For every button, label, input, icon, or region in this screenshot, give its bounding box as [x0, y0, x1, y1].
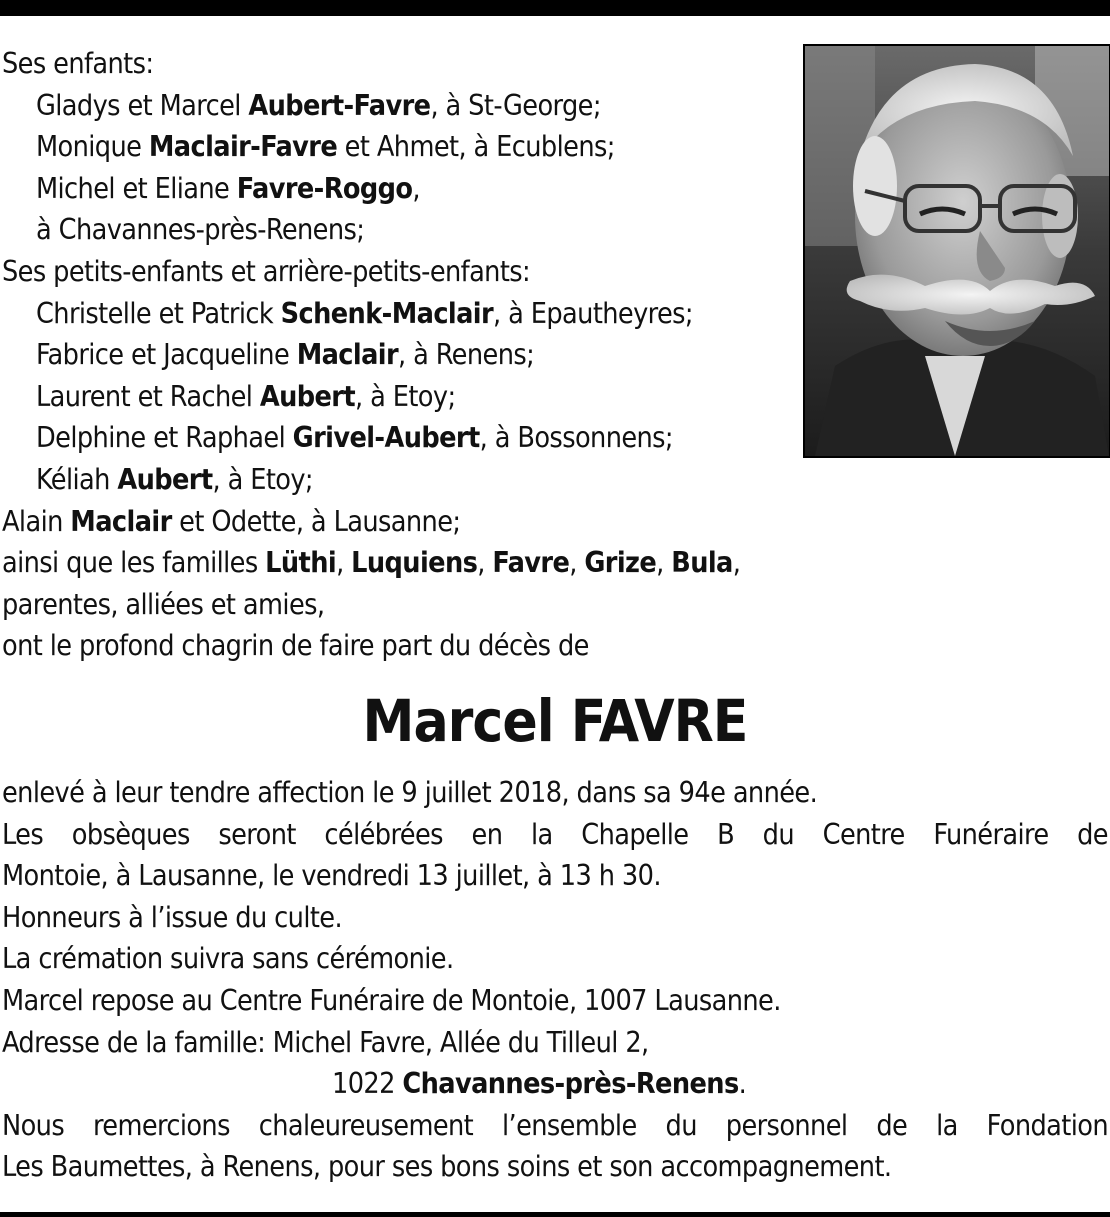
bottom-rule	[0, 1212, 1110, 1217]
family-surname: Grivel-Aubert	[292, 421, 480, 455]
grandchildren-heading: Ses petits-enfants et arrière-petits-enfants:	[2, 254, 531, 288]
family-line: Alain Maclair et Odette, à Lausanne;	[2, 504, 461, 538]
thanks-line: Nous remercions chaleureusement l’ensemble du personnel de la Fondation	[2, 1108, 1108, 1142]
family-line: Laurent et Rachel Aubert, à Etoy;	[36, 379, 456, 413]
family-address-city: 1022 Chavannes-près-Renens.	[332, 1067, 747, 1101]
announcement-line: ont le profond chagrin de faire part du décès de	[2, 629, 589, 663]
family-surname: Schenk-Maclair	[280, 296, 494, 330]
family-surname: Lüthi	[265, 546, 337, 580]
portrait-image	[805, 46, 1109, 456]
family-line: Michel et Eliane Favre-Roggo,	[36, 171, 420, 205]
family-line: Delphine et Raphael Grivel-Aubert, à Bossonnens;	[36, 421, 673, 455]
families-line: ainsi que les familles Lüthi, Luquiens, Favre, Grize, Bula,	[2, 546, 741, 580]
family-list	[2, 43, 740, 667]
portrait-photo	[803, 44, 1110, 458]
funeral-details	[2, 772, 1108, 1188]
top-rule	[0, 0, 1110, 16]
family-address-line: Adresse de la famille: Michel Favre, Allée du Tilleul 2,	[2, 1025, 649, 1059]
detail-line: La crémation suivra sans cérémonie.	[2, 942, 454, 976]
detail-line: Marcel repose au Centre Funéraire de Montoie, 1007 Lausanne.	[2, 983, 781, 1017]
family-surname: Favre	[492, 546, 570, 580]
children-heading: Ses enfants:	[2, 47, 154, 80]
family-line: Christelle et Patrick Schenk-Maclair, à Epautheyres;	[36, 296, 693, 330]
family-surname: Grize	[584, 546, 657, 580]
family-surname: Maclair-Favre	[148, 130, 338, 164]
family-surname: Favre-Roggo	[236, 171, 413, 205]
family-line: Kéliah Aubert, à Etoy;	[36, 462, 313, 496]
family-surname: Aubert-Favre	[248, 88, 431, 122]
family-line: Monique Maclair-Favre et Ahmet, à Ecublens;	[36, 130, 615, 164]
detail-line: Honneurs à l’issue du culte.	[2, 900, 343, 934]
family-surname: Bula	[671, 546, 733, 580]
family-surname: Maclair	[296, 338, 399, 372]
family-surname: Aubert	[259, 379, 356, 413]
family-surname: Luquiens	[351, 546, 478, 580]
family-line: Gladys et Marcel Aubert-Favre, à St-George;	[36, 88, 601, 122]
deceased-name: Marcel FAVRE	[362, 687, 748, 755]
relatives-line: parentes, alliées et amies,	[2, 587, 325, 621]
detail-line: enlevé à leur tendre affection le 9 juillet 2018, dans sa 94e année.	[2, 776, 818, 809]
family-surname: Aubert	[117, 462, 213, 496]
detail-line: Montoie, à Lausanne, le vendredi 13 juillet, à 13 h 30.	[2, 859, 661, 893]
detail-line: Les obsèques seront célébrées en la Chapelle B du Centre Funéraire de	[2, 817, 1108, 851]
thanks-line: Les Baumettes, à Renens, pour ses bons soins et son accompagnement.	[2, 1150, 892, 1184]
family-line: à Chavannes-près-Renens;	[36, 213, 365, 247]
family-surname: Maclair	[70, 504, 172, 538]
family-line: Fabrice et Jacqueline Maclair, à Renens;	[36, 338, 535, 372]
